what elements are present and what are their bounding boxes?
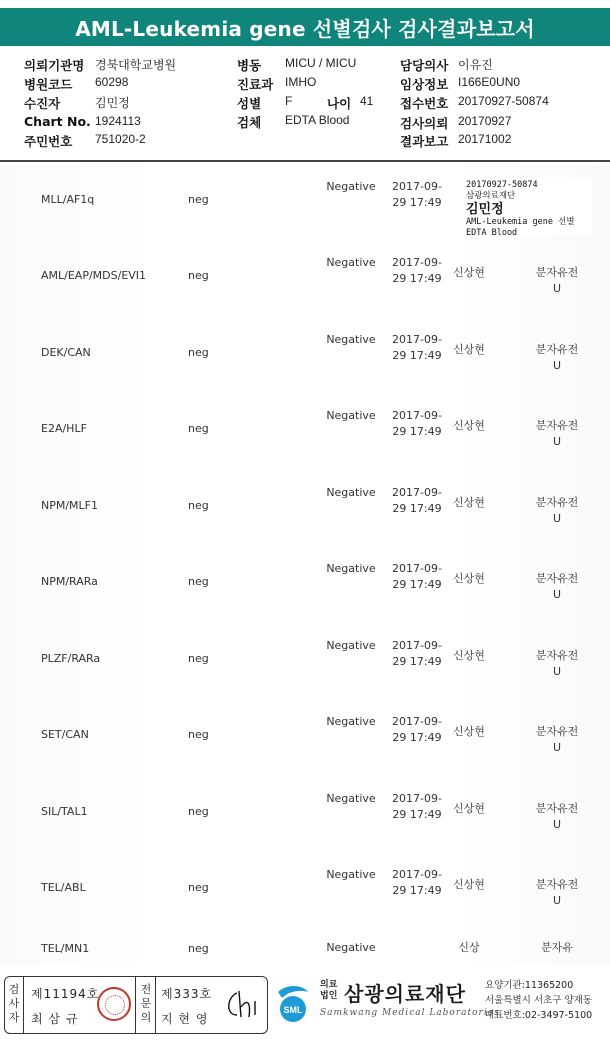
org-english-name: Samkwang Medical Laboratories <box>320 1008 500 1018</box>
specimen-label-sticker <box>462 177 592 238</box>
test-date: 2017-09-29 17:49 <box>392 486 442 515</box>
test-reporter: 신상현 <box>453 496 485 509</box>
dept-label: 진료과 <box>237 77 274 92</box>
result-row <box>0 471 610 547</box>
ward-label: 병동 <box>237 58 262 73</box>
hospital-code-value: 60298 <box>95 75 129 89</box>
test-reporter: 신상현 <box>453 419 485 432</box>
test-result: neg <box>188 728 209 741</box>
receipt-label: 접수번호 <box>400 96 449 111</box>
test-name: MLL/AF1q <box>41 193 95 206</box>
patient-label: 수진자 <box>24 96 61 111</box>
results-list[interactable] <box>0 165 610 965</box>
org-contact <box>485 978 592 1023</box>
doctor-value: 이유진 <box>458 58 493 72</box>
test-date: 2017-09-29 17:49 <box>392 180 442 209</box>
test-name: AML/EAP/MDS/EVI1 <box>41 269 147 282</box>
result-row <box>0 624 610 700</box>
test-interpretation: Negative <box>326 639 376 652</box>
specialist-label: 전문의 <box>140 983 152 1024</box>
test-interpretation: Negative <box>326 486 376 499</box>
result-row <box>0 547 610 623</box>
test-department: 분자유 <box>541 941 573 954</box>
age-label: 나이 <box>327 96 352 111</box>
result-row <box>0 318 610 394</box>
test-reporter: 신상현 <box>453 572 485 585</box>
resident-no-label: 주민번호 <box>24 134 73 149</box>
test-name: PLZF/RARa <box>41 652 101 665</box>
ward-value: MICU / MICU <box>285 56 357 70</box>
test-date: 2017-09-29 17:49 <box>392 409 442 438</box>
org-phone: 대표번호:02-3497-5100 <box>485 1010 593 1021</box>
test-result: neg <box>188 193 209 206</box>
test-department: 분자유전U <box>535 572 579 601</box>
test-result: neg <box>188 422 209 435</box>
test-date: 2017-09-29 17:49 <box>392 562 442 591</box>
org-prefix: 의료법인 <box>320 980 338 1001</box>
receipt-value: 20170927-50874 <box>458 94 549 108</box>
examiner-license: 제11194호 <box>31 987 100 1001</box>
test-date: 2017-09-29 17:49 <box>392 868 442 897</box>
signature-icon <box>223 987 263 1023</box>
clinical-value: I166E0UN0 <box>458 75 521 89</box>
hospital-code-label: 병원코드 <box>24 77 73 92</box>
test-date: 2017-09-29 17:49 <box>392 333 442 362</box>
examiner-label: 검사자 <box>8 983 20 1024</box>
test-department: 분자유전U <box>535 725 579 754</box>
report-date-label: 결과보고 <box>400 134 449 149</box>
patient-value: 김민정 <box>95 96 130 110</box>
result-row <box>0 394 610 470</box>
result-row <box>0 241 610 317</box>
test-name: SET/CAN <box>41 728 89 741</box>
sex-label: 성별 <box>237 96 262 111</box>
logo-text: SML <box>283 1005 303 1015</box>
result-row <box>0 165 610 241</box>
test-department: 분자유전U <box>535 878 579 907</box>
test-result: neg <box>188 805 209 818</box>
resident-no-value: 751020-2 <box>95 132 146 146</box>
sml-logo-icon <box>272 982 314 1024</box>
test-interpretation: Negative <box>326 333 376 346</box>
divider <box>155 977 156 1033</box>
test-name: NPM/MLF1 <box>41 499 99 512</box>
chart-no-label: Chart No. <box>24 114 91 129</box>
report-title: AML-Leukemia gene 선별검사 검사결과보고서 <box>0 8 610 46</box>
org-name: 삼광의료재단 <box>344 982 466 1006</box>
test-interpretation: Negative <box>326 792 376 805</box>
institution-value: 경북대학교병원 <box>95 58 177 72</box>
test-name: SIL/TAL1 <box>41 805 88 818</box>
test-department: 분자유전U <box>535 419 579 448</box>
header-divider <box>0 160 610 162</box>
sticker-specimen: EDTA Blood <box>466 228 518 238</box>
test-date: 2017-09-29 17:49 <box>392 639 442 668</box>
test-name: DEK/CAN <box>41 346 91 359</box>
test-name: NPM/RARa <box>41 575 98 588</box>
test-interpretation: Negative <box>326 715 376 728</box>
org-address: 서울특별시 서초구 양재동 <box>485 995 592 1006</box>
test-department: 분자유전U <box>535 343 579 372</box>
examiner-name: 최 삼 규 <box>31 1012 79 1026</box>
test-result: neg <box>188 499 209 512</box>
test-date: 2017-09-29 17:49 <box>392 256 442 285</box>
patient-info <box>0 52 610 152</box>
request-date-label: 검사의뢰 <box>400 116 449 131</box>
test-department: 분자유전U <box>535 496 579 525</box>
test-name: E2A/HLF <box>41 422 87 435</box>
test-result: neg <box>188 269 209 282</box>
test-result: neg <box>188 575 209 588</box>
test-department: 분자유전U <box>535 802 579 831</box>
doctor-label: 담당의사 <box>400 58 449 73</box>
chart-no-value: 1924113 <box>95 114 141 128</box>
result-row <box>0 777 610 853</box>
dept-value: IMHO <box>285 75 317 89</box>
test-result: neg <box>188 942 209 955</box>
test-name: TEL/ABL <box>41 881 86 894</box>
specimen-value: EDTA Blood <box>285 113 350 127</box>
divider <box>135 977 136 1033</box>
test-name: TEL/MN1 <box>41 942 90 955</box>
specialist-license: 제333호 <box>161 987 213 1001</box>
test-reporter: 신상현 <box>453 343 485 356</box>
age-value: 41 <box>360 94 374 108</box>
test-reporter: 신상현 <box>453 649 485 662</box>
specimen-label: 검체 <box>237 115 262 130</box>
institution-label: 의뢰기관명 <box>24 58 85 73</box>
report-footer <box>0 972 610 1040</box>
request-date-value: 20170927 <box>458 114 512 128</box>
sticker-test: AML-Leukemia gene 선별 <box>466 217 575 227</box>
test-date: 2017-09-29 17:49 <box>392 792 442 821</box>
test-department: 분자유전U <box>535 266 579 295</box>
care-institution-no: 요양기관:11365200 <box>485 980 574 991</box>
divider <box>23 977 24 1033</box>
result-row <box>0 853 610 929</box>
sticker-org: 삼광의료재단 <box>466 191 516 201</box>
specialist-name: 지 현 영 <box>161 1012 209 1026</box>
test-interpretation: Negative <box>326 256 376 269</box>
test-interpretation: Negative <box>326 562 376 575</box>
test-interpretation: Negative <box>326 409 376 422</box>
test-date: 2017-09-29 17:49 <box>392 715 442 744</box>
test-department: 분자유전U <box>535 649 579 678</box>
test-reporter: 신상 <box>458 941 480 954</box>
test-interpretation: Negative <box>326 180 376 193</box>
report-date-value: 20171002 <box>458 132 512 146</box>
result-row <box>0 700 610 776</box>
test-result: neg <box>188 346 209 359</box>
signature-box <box>4 976 268 1034</box>
sticker-receipt: 20170927-50874 <box>466 180 538 190</box>
test-result: neg <box>188 652 209 665</box>
test-reporter: 신상현 <box>453 878 485 891</box>
test-reporter: 신상현 <box>453 802 485 815</box>
seal-stamp-icon <box>97 987 131 1021</box>
test-result: neg <box>188 881 209 894</box>
result-row <box>0 930 610 965</box>
test-interpretation: Negative <box>326 941 376 954</box>
sticker-patient: 김민정 <box>466 202 504 217</box>
test-reporter: 신상현 <box>453 725 485 738</box>
sex-value: F <box>285 94 293 108</box>
test-interpretation: Negative <box>326 868 376 881</box>
test-reporter: 신상현 <box>453 266 485 279</box>
clinical-label: 임상정보 <box>400 77 449 92</box>
